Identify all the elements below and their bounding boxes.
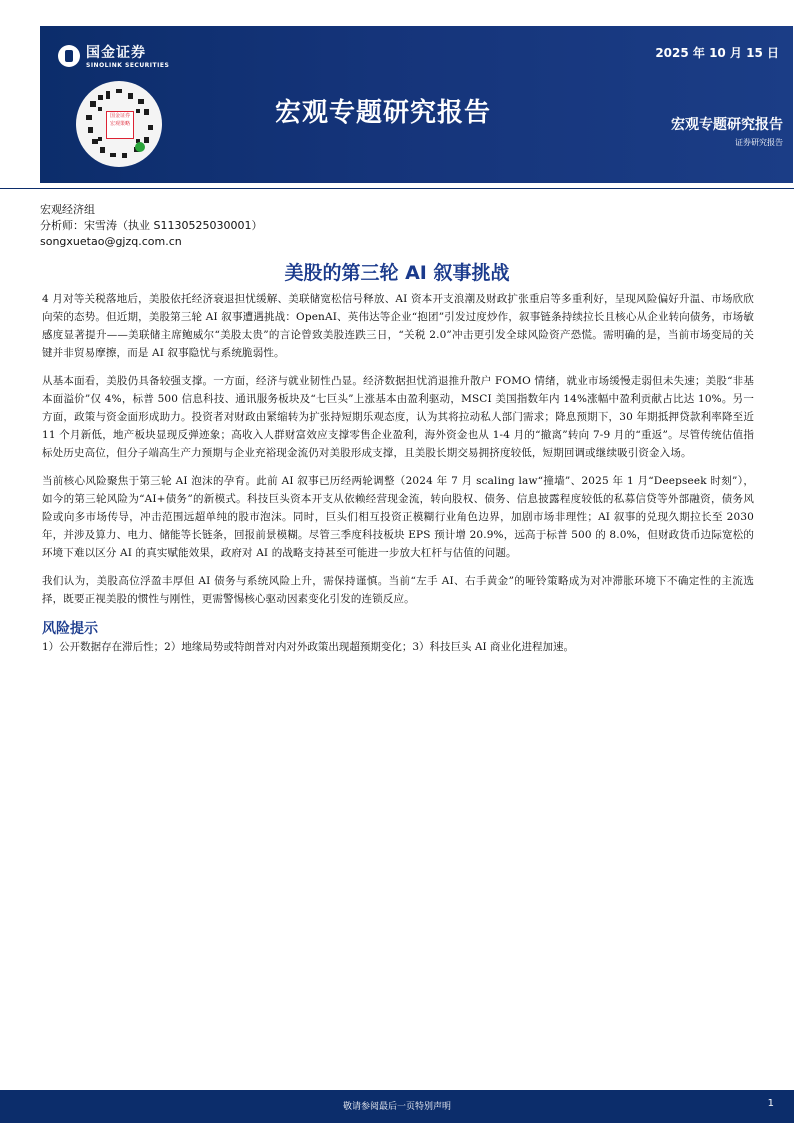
risk-text: 1）公开数据存在滞后性；2）地缘局势或特朗普对内对外政策出现超预期变化；3）科技巨头 AI 商业化进程加速。: [42, 641, 574, 653]
qr-center-badge: [106, 111, 134, 139]
paragraph: 当前核心风险聚焦于第三轮 AI 泡沫的孕育。此前 AI 叙事已历经两轮调整（2024 年 7 月 scaling law“撞墙”、2025 年 1 月“Deepseek 时刻”），如今的第三轮风险为“AI+债务”的新模式。科技巨头资本开支从依赖经营现金流，转向股权、债务、信息披露程度较低的私募信贷等外部融资，债务风险或向多市场传导，冲击范围远超单纯的股市泡沫。同时，巨头们相互投资正模糊行业角色边界，加剧市场非理性；AI 叙事的兑现久期拉长至 2030 年，并涉及算力、电力、储能等长链条，回报前景模糊。尽管三季度科技板块 EPS 预计增 20.9%，远高于标普 500 的 8.0%，但财政货币边际宽松的环境下难以区分 AI 的真实赋能效果，政府对 AI 的战略支持甚至可能进一步放大杠杆与估值的问题。: [42, 475, 754, 559]
team-name: 宏观经济组: [40, 203, 95, 216]
header-banner: [40, 26, 793, 183]
banner-title: 宏观专题研究报告: [275, 98, 492, 128]
qr-code-icon: [76, 81, 162, 167]
footer-disclaimer: 敬请参阅最后一页特别声明: [342, 1102, 451, 1112]
analyst-email: songxuetao@gjzq.com.cn: [40, 235, 182, 248]
logo-icon: [58, 45, 80, 67]
paragraph: 我们认为，美股高位浮盈丰厚但 AI 债务与系统风险上升，需保持谨慎。当前“左手 AI、右手黄金”的哑铃策略成为对冲滞胀环境下不确定性的主流选择，既要正视美股的惯性与刚性，更需警惕核心驱动因素变化引发的连锁反应。: [42, 575, 754, 605]
report-date: 2025 年 10 月 15 日: [655, 46, 779, 60]
analyst-line: 分析师：宋雪涛（执业 S1130525030001）: [40, 219, 263, 232]
footer-bar: [0, 1090, 794, 1123]
report-category: 证券研究报告: [735, 138, 783, 147]
header-divider: [0, 188, 794, 189]
page-number: 1: [767, 1098, 774, 1109]
document-title: 美股的第三轮 AI 叙事挑战: [284, 262, 510, 284]
author-info: [40, 202, 262, 250]
logo-en: SINOLINK SECURITIES: [86, 62, 170, 69]
company-logo: [58, 42, 169, 69]
paragraph: 4 月对等关税落地后，美股依托经济衰退担忧缓解、美联储宽松信号释放、AI 资本开支浪潮及财政扩张重启等多重利好，呈现风险偏好升温、市场欣欣向荣的态势。但近期，美股第三轮 AI 叙事遭遇挑战：OpenAI、英伟达等企业“抱团”引发过度炒作，叙事链条持续拉长且核心从企业转向债务，市场敏感度显著提升——美联储主席鲍威尔“美股太贵”的言论曾致美股连跌三日，“关税 2.0”冲击更引发全球风险资产恐慌。需明确的是，当前市场变局的关键并非贸易摩擦，而是 AI 叙事隐忧与系统脆弱性。: [42, 293, 754, 359]
qr-label-bottom: 宏观策略: [109, 121, 130, 127]
qr-label-top: 国金证券: [109, 113, 130, 119]
risk-heading: 风险提示: [42, 621, 98, 637]
logo-cn: 国金证券: [86, 45, 146, 61]
report-body: [42, 290, 754, 656]
report-type: 宏观专题研究报告: [671, 117, 783, 133]
paragraph: 从基本面看，美股仍具备较强支撑。一方面，经济与就业韧性凸显。经济数据担忧消退推升散户 FOMO 情绪，就业市场缓慢走弱但未失速；美股“非基本面溢价”仅 4%，标普 500 信息科技、通讯服务板块及“七巨头”上涨基本由盈利驱动，MSCI 美国指数年内 14%涨幅中盈利贡献占比达 10%。另一方面，政策与资金面形成助力。投资者对财政由紧缩转为扩张持短期乐观态度，认为其将拉动私人部门需求；降息预期下，30 年期抵押贷款利率降至近 11 个月新低，地产板块显现反弹迹象；高收入人群财富效应支撑零售企业盈利，海外资金也从 1-4 月的“撤离”转向 7-9 月的“重返”。尽管传统估值指标处历史高位，但分子端高生产力预期与企业充裕现金流仍对美股形成支撑，且美股长期交易拥挤度较低，短期回调或继续吸引资金入场。: [42, 375, 754, 459]
